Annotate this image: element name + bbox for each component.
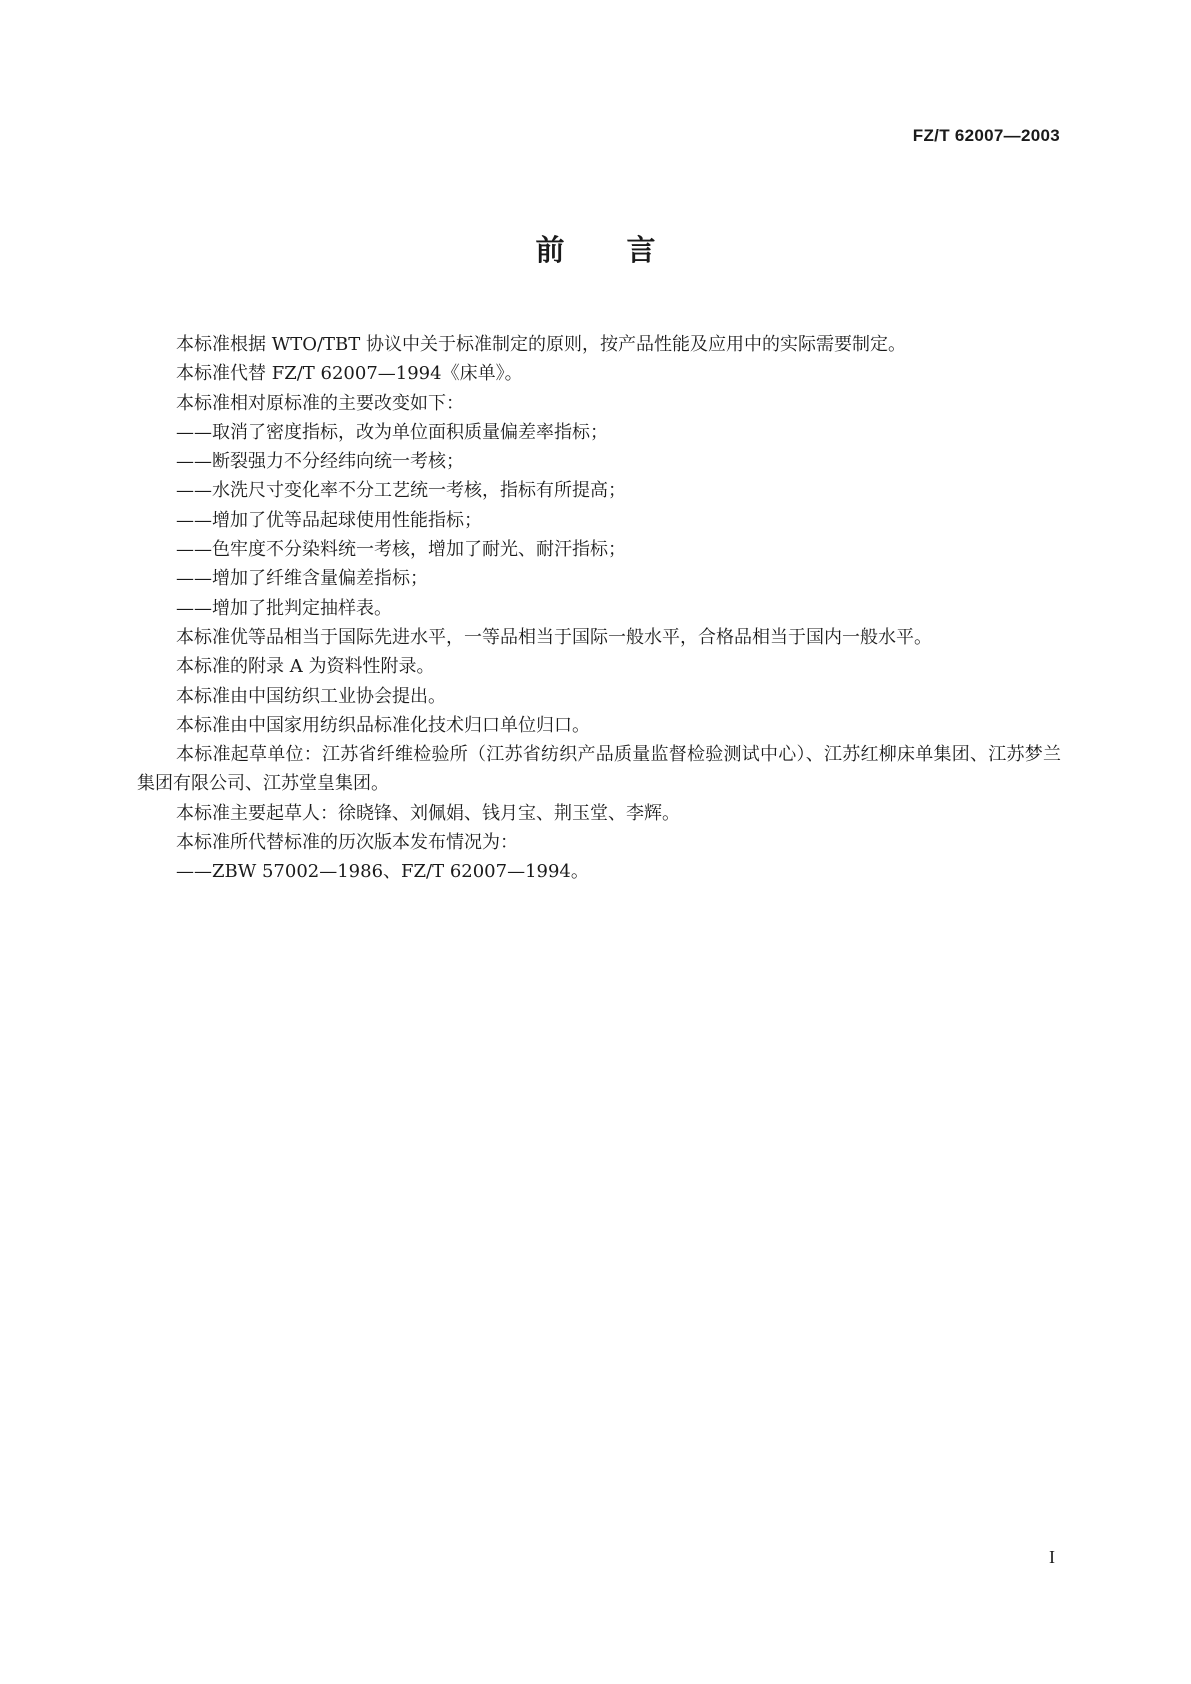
change-item: ——增加了纤维含量偏差指标； <box>176 568 428 590</box>
standard-code: FZ/T 62007—2003 <box>912 126 1060 145</box>
paragraph-annex: 本标准的附录 A 为资料性附录。 <box>176 656 435 678</box>
paragraph-proposer: 本标准由中国纺织工业协会提出。 <box>176 685 446 707</box>
change-item: ——断裂强力不分经纬向统一考核； <box>176 451 464 473</box>
foreword-body <box>137 330 1061 887</box>
change-item: ——增加了批判定抽样表。 <box>176 597 392 619</box>
paragraph-changes-intro: 本标准相对原标准的主要改变如下： <box>176 392 464 414</box>
page-title: 前言 <box>535 233 718 267</box>
paragraph-quality-levels: 本标准优等品相当于国际先进水平，一等品相当于国际一般水平，合格品相当于国内一般水平。 <box>176 626 932 648</box>
paragraph-centralized-unit: 本标准由中国家用纺织品标准化技术归口单位归口。 <box>176 714 590 736</box>
change-item: ——取消了密度指标，改为单位面积质量偏差率指标； <box>176 421 608 443</box>
paragraph-basis: 本标准根据 WTO/TBT 协议中关于标准制定的原则，按产品性能及应用中的实际需要制定。 <box>176 334 907 355</box>
paragraph-replaces: 本标准代替 FZ/T 62007—1994《床单》。 <box>176 363 523 385</box>
change-item: ——增加了优等品起球使用性能指标； <box>176 509 482 531</box>
paragraph-drafting-units: 本标准起草单位：江苏省纤维检验所（江苏省纺织产品质量监督检验测试中心）、江苏红柳床单集团、江苏梦兰集团有限公司、江苏堂皇集团。 <box>137 744 1061 795</box>
history-item: ——ZBW 57002—1986、FZ/T 62007—1994。 <box>176 861 589 883</box>
page-number: I <box>1049 1547 1055 1567</box>
paragraph-drafters: 本标准主要起草人：徐晓锋、刘佩娟、钱月宝、荆玉堂、李辉。 <box>176 802 680 824</box>
paragraph-history-intro: 本标准所代替标准的历次版本发布情况为： <box>176 832 518 854</box>
change-item: ——色牢度不分染料统一考核，增加了耐光、耐汗指标； <box>176 539 626 561</box>
change-item: ——水洗尺寸变化率不分工艺统一考核，指标有所提高； <box>176 480 626 502</box>
